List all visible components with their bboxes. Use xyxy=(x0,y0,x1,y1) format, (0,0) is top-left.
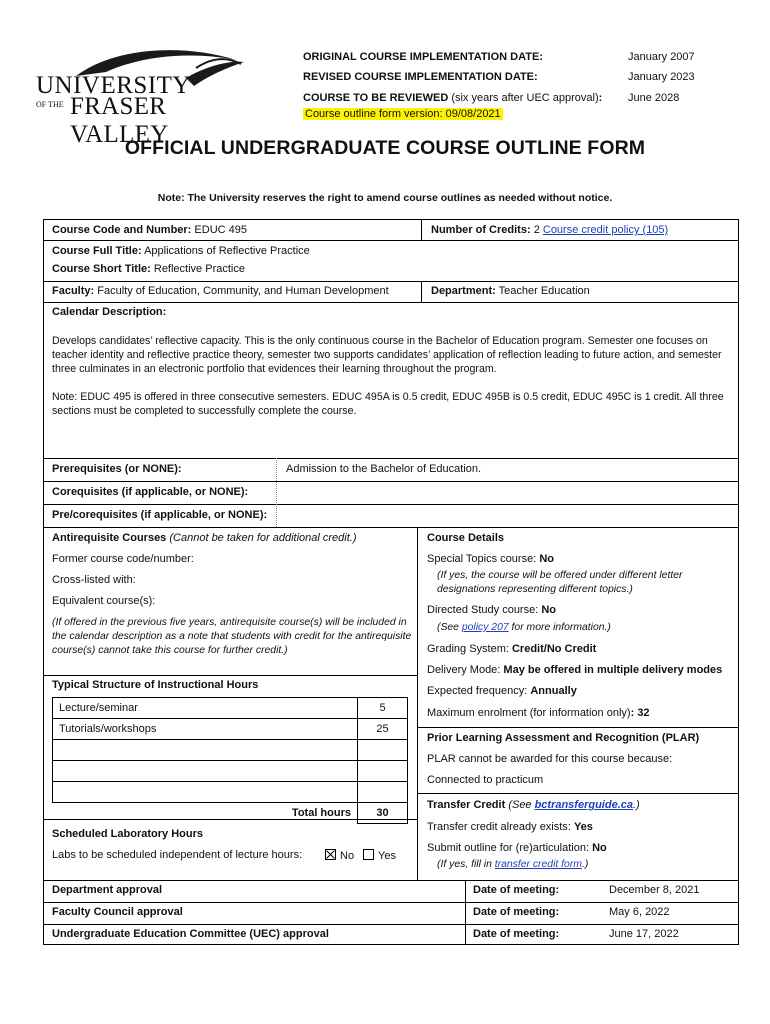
full-title-label: Course Full Title: xyxy=(52,245,142,257)
review-date-value: June 2028 xyxy=(628,92,680,104)
antireq-heading-note: (Cannot be taken for additional credit.) xyxy=(169,532,357,544)
antireq-heading-text: Antirequisite Courses xyxy=(52,532,167,544)
coreq-label: Corequisites (if applicable, or NONE): xyxy=(52,486,249,498)
full-title-value: Applications of Reflective Practice xyxy=(144,245,310,257)
transfer-credit-form-link[interactable]: transfer credit form xyxy=(494,859,582,870)
logo-university-text: UNIVERSITY xyxy=(36,72,191,99)
review-date-note: (six years after UEC approval) xyxy=(451,92,599,104)
calendar-description: Develops candidates’ reflective capacity. This is the only continuous course in the Bachelor of Education program. Semester one focuses on teacher identity and reflective practice theory, semester two supports candidates’ application of reflection leading to future action, and semester three culminates in an electronic portfolio that evidences their learning throughout the program. xyxy=(52,335,722,375)
transfer-close-text: .) xyxy=(632,799,640,811)
special-topics-note: (If yes, the course will be offered under different letter designations representing different topics.) xyxy=(437,570,683,595)
bctransferguide-link[interactable]: bctransferguide.ca xyxy=(534,799,633,811)
page-title: OFFICIAL UNDERGRADUATE COURSE OUTLINE FORM xyxy=(124,137,646,159)
short-title-value: Reflective Practice xyxy=(153,263,245,275)
lab-no-checkbox[interactable] xyxy=(325,849,336,860)
course-code-label: Course Code and Number: xyxy=(52,224,192,236)
faculty-council-meeting-date: May 6, 2022 xyxy=(609,906,670,918)
directed-see-text: (See xyxy=(437,622,459,633)
precoreq-label: Pre/corequisites (if applicable, or NONE): xyxy=(52,509,268,521)
hours-heading: Typical Structure of Instructional Hours xyxy=(52,679,259,691)
grading-row xyxy=(427,643,596,655)
revised-date-label: REVISED COURSE IMPLEMENTATION DATE: xyxy=(303,71,538,83)
transfer-fill-text: (If yes, fill in xyxy=(437,859,492,870)
review-date-label: COURSE TO BE REVIEWED xyxy=(303,92,449,104)
grading-label: Grading System: xyxy=(427,643,509,655)
faculty-label: Faculty: xyxy=(52,285,95,297)
former-course-label: Former course code/number: xyxy=(52,553,194,565)
hours-row-value: 25 xyxy=(358,719,408,740)
transfer-see-text: (See xyxy=(508,799,532,811)
transfer-exists-row xyxy=(427,821,593,833)
original-date-value: January 2007 xyxy=(628,51,695,63)
uec-meeting-label: Date of meeting: xyxy=(473,928,560,940)
course-details-heading: Course Details xyxy=(427,532,505,544)
lab-question: Labs to be scheduled independent of lecture hours: xyxy=(52,849,303,861)
revised-date-value: January 2023 xyxy=(628,71,695,83)
table-row xyxy=(53,761,408,782)
uec-approval-label: Undergraduate Education Committee (UEC) approval xyxy=(52,928,329,940)
transfer-heading xyxy=(427,799,640,811)
prereq-label: Prerequisites (or NONE): xyxy=(52,463,182,475)
department-row xyxy=(431,285,590,297)
table-row xyxy=(53,719,408,740)
special-topics-row xyxy=(427,553,554,565)
hours-row-label xyxy=(53,761,358,782)
department-approval-label: Department approval xyxy=(52,884,163,896)
antireq-heading xyxy=(52,532,356,544)
review-date-row xyxy=(303,92,602,104)
enrolment-colon: : xyxy=(630,707,635,719)
directed-rest-text: for more information.) xyxy=(511,622,611,633)
transfer-submit-label: Submit outline for (re)articulation: xyxy=(427,842,590,854)
uec-meeting-date: June 17, 2022 xyxy=(609,928,679,940)
credits-row xyxy=(431,224,668,236)
calendar-label: Calendar Description: xyxy=(52,306,167,318)
course-code-value: EDUC 495 xyxy=(194,224,247,236)
faculty-council-approval-label: Faculty Council approval xyxy=(52,906,183,918)
credit-policy-link[interactable]: Course credit policy (105) xyxy=(542,224,669,236)
lab-yes-checkbox[interactable] xyxy=(363,849,374,860)
plar-heading: Prior Learning Assessment and Recognition (PLAR) xyxy=(427,732,700,744)
prereq-value: Admission to the Bachelor of Education. xyxy=(286,463,482,475)
department-label: Department: xyxy=(431,285,496,297)
special-topics-value: No xyxy=(539,553,554,565)
transfer-exists-label: Transfer credit already exists: xyxy=(427,821,571,833)
enrolment-label: Maximum enrolment (for information only) xyxy=(427,707,631,719)
table-row xyxy=(53,698,408,719)
total-hours-value: 30 xyxy=(358,803,408,824)
department-meeting-date: December 8, 2021 xyxy=(609,884,700,896)
credits-value: 2 xyxy=(533,224,540,236)
grading-value: Credit/No Credit xyxy=(511,643,597,655)
hours-row-label xyxy=(53,740,358,761)
enrolment-value: 32 xyxy=(637,707,650,719)
calendar-note: Note: EDUC 495 is offered in three consecutive semesters. EDUC 495A is 0.5 credit, EDUC 495B is 0.5 credit, EDUC 495C is 1 credit. All three sections must be completed to successfully complete the course. xyxy=(52,391,724,417)
faculty-council-meeting-label: Date of meeting: xyxy=(473,906,560,918)
hours-row-label: Lecture/seminar xyxy=(53,698,358,719)
cross-listed-label: Cross-listed with: xyxy=(52,574,136,586)
plar-reason-value: Connected to practicum xyxy=(427,774,544,786)
table-row xyxy=(53,782,408,803)
lab-no-label: No xyxy=(340,850,355,862)
logo-of-the-text: OF THE xyxy=(36,100,64,109)
lab-yes-option[interactable] xyxy=(363,849,396,862)
transfer-heading-text: Transfer Credit xyxy=(427,799,506,811)
plar-reason-label: PLAR cannot be awarded for this course because: xyxy=(427,753,673,765)
short-title-row xyxy=(52,263,245,275)
directed-study-row xyxy=(427,604,556,616)
transfer-submit-value: No xyxy=(592,842,607,854)
directed-study-note xyxy=(437,622,611,633)
short-title-label: Course Short Title: xyxy=(52,263,151,275)
full-title-row xyxy=(52,245,310,257)
directed-study-value: No xyxy=(541,604,557,616)
transfer-submit-row xyxy=(427,842,607,854)
lab-heading: Scheduled Laboratory Hours xyxy=(52,828,203,840)
transfer-form-note xyxy=(437,859,588,870)
total-row xyxy=(53,803,408,824)
credits-label: Number of Credits: xyxy=(431,224,531,236)
directed-study-label: Directed Study course: xyxy=(427,604,539,616)
lab-yes-label: Yes xyxy=(378,850,396,862)
transfer-fill-close: .) xyxy=(581,859,589,870)
equivalent-course-label: Equivalent course(s): xyxy=(52,595,156,607)
hours-row-value xyxy=(358,782,408,803)
frequency-value: Annually xyxy=(530,685,577,697)
form-version: Course outline form version: 09/08/2021 xyxy=(305,108,501,120)
frequency-label: Expected frequency: xyxy=(427,685,528,697)
review-date-colon: : xyxy=(598,92,603,104)
department-value: Teacher Education xyxy=(498,285,590,297)
hours-row-label: Tutorials/workshops xyxy=(53,719,358,740)
hours-table xyxy=(52,697,408,824)
table-row xyxy=(53,740,408,761)
antireq-note: (If offered in the previous five years, antirequisite course(s) will be included in the calendar description as a note that students with credit for the antirequisite course(s) cannot take this course for further credit.) xyxy=(52,617,412,656)
amendment-note: Note: The University reserves the right to amend course outlines as needed without notice. xyxy=(157,192,613,204)
delivery-value: May be offered in multiple delivery modes xyxy=(503,664,723,676)
special-topics-label: Special Topics course: xyxy=(427,553,537,565)
original-date-label: ORIGINAL COURSE IMPLEMENTATION DATE: xyxy=(303,51,543,63)
delivery-label: Delivery Mode: xyxy=(427,664,501,676)
lab-no-option[interactable] xyxy=(325,849,354,862)
hours-row-value xyxy=(358,761,408,782)
transfer-exists-value: Yes xyxy=(573,821,593,833)
frequency-row xyxy=(427,685,577,697)
department-meeting-label: Date of meeting: xyxy=(473,884,560,896)
hours-row-value xyxy=(358,740,408,761)
course-code-row xyxy=(52,224,247,236)
total-hours-label: Total hours xyxy=(291,807,351,820)
university-logo xyxy=(36,46,246,148)
faculty-row xyxy=(52,285,389,297)
hours-row-value: 5 xyxy=(358,698,408,719)
logo-fraser-valley-text: FRASER VALLEY xyxy=(70,93,169,148)
faculty-value: Faculty of Education, Community, and Human Development xyxy=(97,285,389,297)
policy-207-link[interactable]: policy 207 xyxy=(461,622,509,633)
enrolment-row xyxy=(427,707,650,719)
hours-row-label xyxy=(53,782,358,803)
delivery-row xyxy=(427,664,722,676)
